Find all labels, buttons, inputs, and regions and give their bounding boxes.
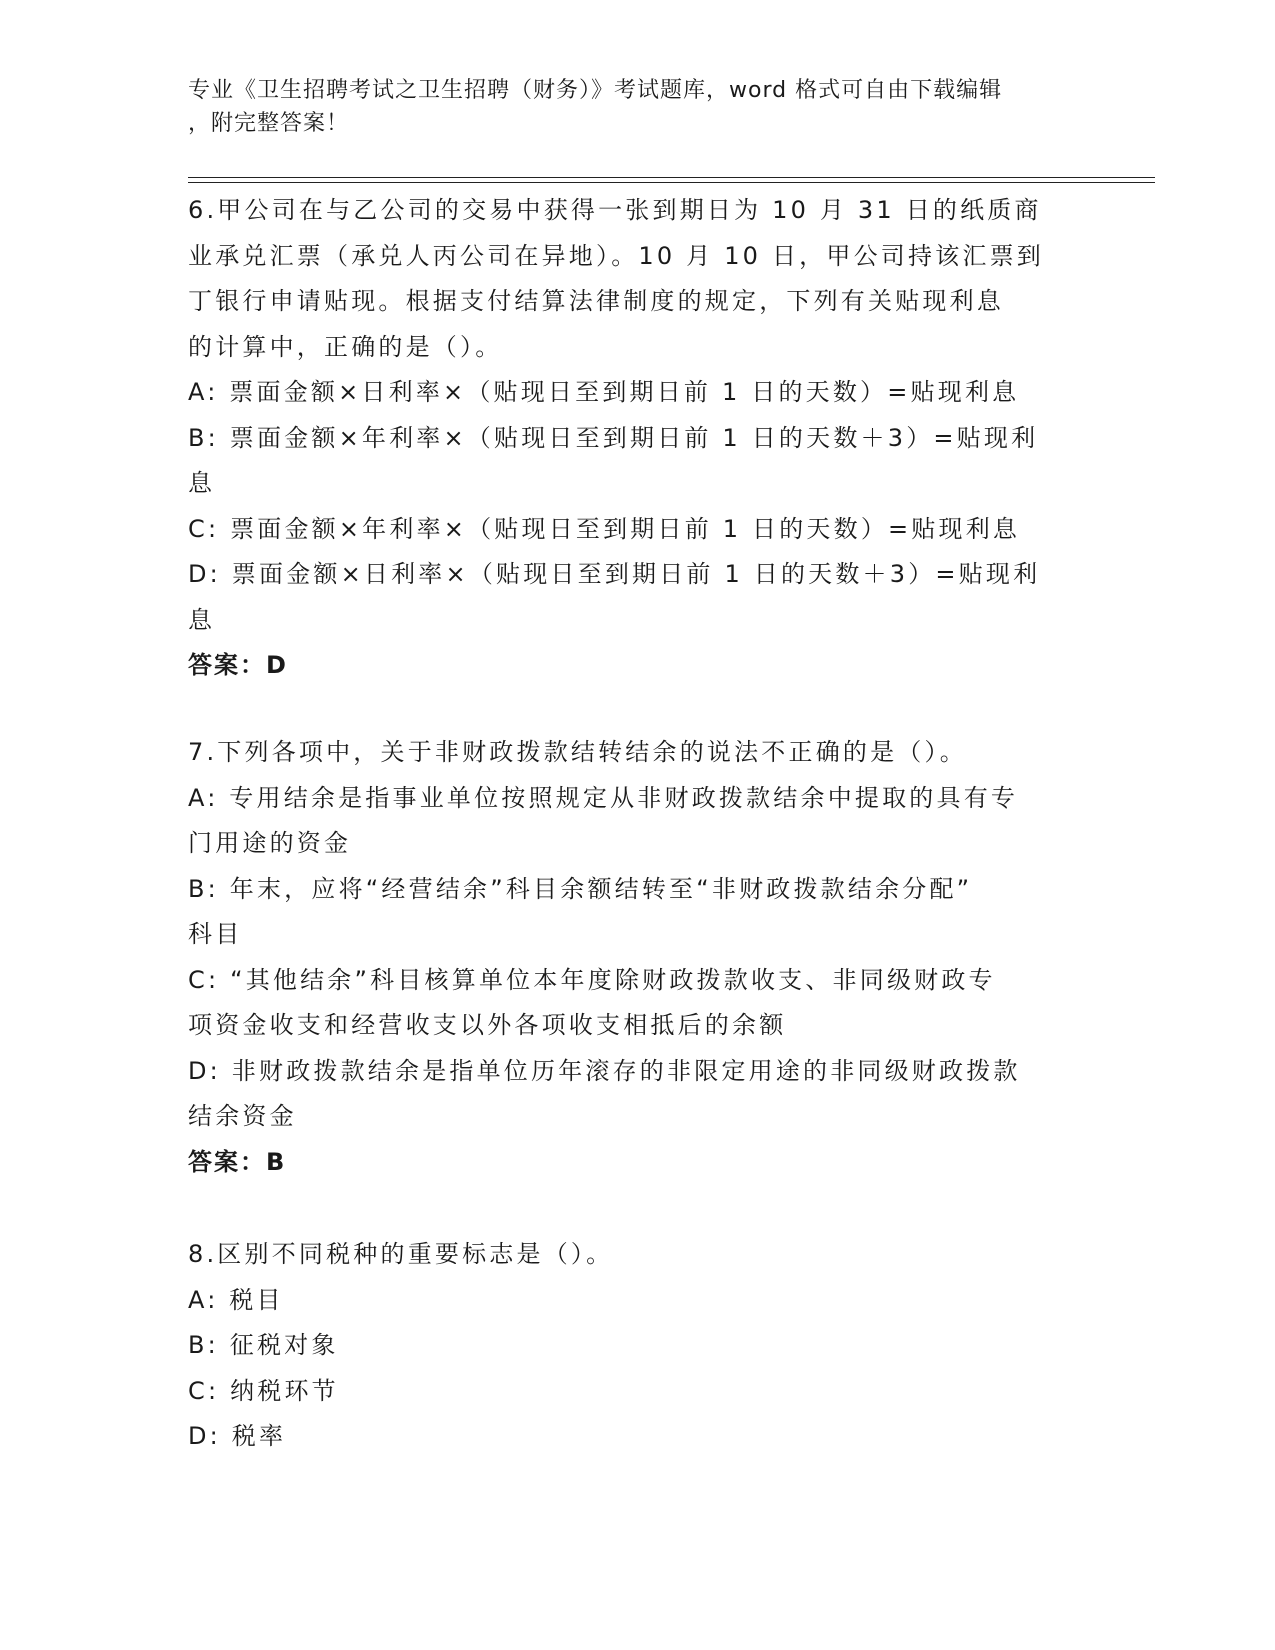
header-line: ，附完整答案！ <box>188 111 350 136</box>
option-line: A: 税目 <box>188 1285 284 1314</box>
option-line: B: 征税对象 <box>188 1331 339 1359</box>
question-stem-line: 6.甲公司在与乙公司的交易中获得一张到期日为 10 月 31 日的纸质商 <box>188 196 1042 224</box>
option-line: A: 票面金额×日利率×（贴现日至到期日前 1 日的天数）=贴现利息 <box>188 378 1020 406</box>
option-line: D: 票面金额×日利率×（贴现日至到期日前 1 日的天数＋3）=贴现利 <box>188 560 1041 588</box>
option-line: C: “其他结余”科目核算单位本年度除财政拨款收支、非同级财政专 <box>188 965 996 994</box>
header-line: 专业《卫生招聘考试之卫生招聘（财务）》考试题库，word 格式可自由下载编辑 <box>188 78 1003 103</box>
option-line: 息 <box>188 469 216 497</box>
option-line: 门用途的资金 <box>188 829 352 857</box>
option-line: 科目 <box>188 920 243 948</box>
question-stem-line: 7.下列各项中，关于非财政拨款结转结余的说法不正确的是（）。 <box>188 738 967 766</box>
question-stem-line: 的计算中，正确的是（）。 <box>188 332 503 361</box>
question-stem-line: 丁银行申请贴现。根据支付结算法律制度的规定，下列有关贴现利息 <box>188 287 1004 315</box>
question-7 <box>188 730 1088 1185</box>
answer-label: 答案：B <box>188 1147 287 1176</box>
question-8 <box>188 1232 1088 1460</box>
option-line: 项资金收支和经营收支以外各项收支相抵后的余额 <box>188 1011 787 1039</box>
question-stem-line: 8.区别不同税种的重要标志是（）。 <box>188 1240 614 1268</box>
question-stem-line: 业承兑汇票（承兑人丙公司在异地）。10 月 10 日，甲公司持该汇票到 <box>188 241 1044 270</box>
option-line: B: 年末，应将“经营结余”科目余额结转至“非财政拨款结余分配” <box>188 874 973 903</box>
header-divider <box>188 182 1155 183</box>
document-header <box>188 74 1068 140</box>
header-divider <box>188 177 1155 178</box>
option-line: A: 专用结余是指事业单位按照规定从非财政拨款结余中提取的具有专 <box>188 783 1019 812</box>
option-line: 结余资金 <box>188 1102 297 1130</box>
answer-label: 答案：D <box>188 651 288 679</box>
option-line: C: 纳税环节 <box>188 1376 339 1405</box>
question-6 <box>188 188 1088 689</box>
option-line: C: 票面金额×年利率×（贴现日至到期日前 1 日的天数）=贴现利息 <box>188 514 1021 543</box>
option-line: D: 税率 <box>188 1422 287 1450</box>
option-line: D: 非财政拨款结余是指单位历年滚存的非限定用途的非同级财政拨款 <box>188 1056 1021 1085</box>
option-line: B: 票面金额×年利率×（贴现日至到期日前 1 日的天数＋3）=贴现利 <box>188 423 1039 452</box>
option-line: 息 <box>188 605 216 634</box>
